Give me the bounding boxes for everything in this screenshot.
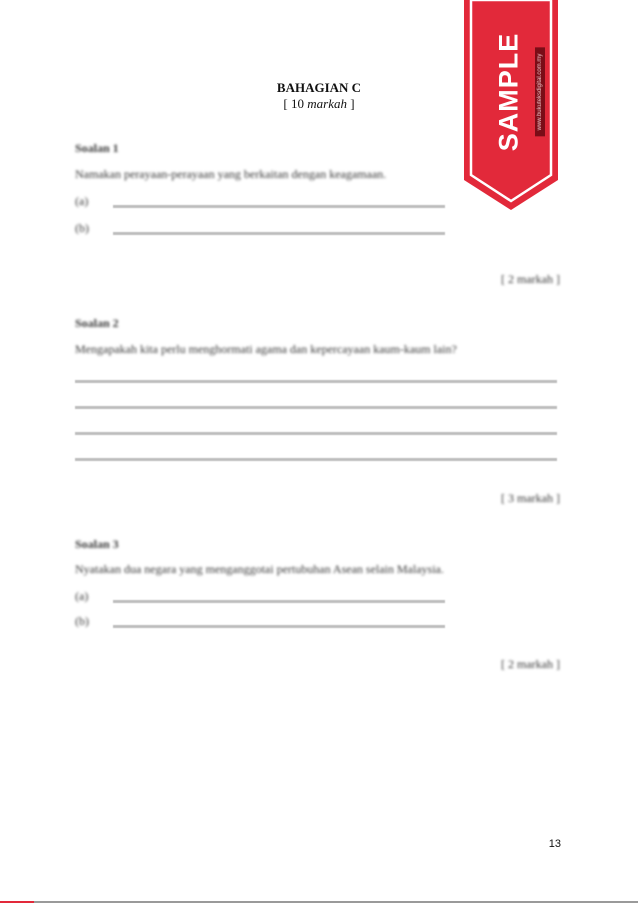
question-1-answer-line-a[interactable] <box>113 205 445 208</box>
question-2-answer-line-2[interactable] <box>75 406 557 409</box>
watermark-label: SAMPLE <box>493 32 524 152</box>
marks-close: ] <box>346 96 355 111</box>
marks-word: markah <box>307 96 347 111</box>
question-3-text: Nyatakan dua negara yang menganggotai pertubuhan Asean selain Malaysia. <box>75 562 444 576</box>
question-3-marks: [ 2 markah ] <box>501 657 560 671</box>
question-3-option-b: (b) <box>75 614 89 628</box>
question-2-text: Mengapakah kita perlu menghormati agama dan kepercayaan kaum-kaum lain? <box>75 342 457 356</box>
question-2-heading: Soalan 2 <box>75 316 119 330</box>
question-2-answer-line-3[interactable] <box>75 432 557 435</box>
page-bottom-border <box>0 901 638 903</box>
question-3-answer-line-a[interactable] <box>113 600 445 603</box>
page-bottom-accent <box>0 901 34 903</box>
question-1-answer-line-b[interactable] <box>113 232 445 235</box>
question-2-answer-line-4[interactable] <box>75 458 557 461</box>
question-1-text: Namakan perayaan-perayaan yang berkaitan dengan keagamaan. <box>75 167 387 181</box>
question-2-answer-line-1[interactable] <box>75 380 557 383</box>
question-2-marks: [ 3 markah ] <box>501 491 560 505</box>
question-3-answer-line-b[interactable] <box>113 625 445 628</box>
question-1-option-b: (b) <box>75 221 89 235</box>
section-title: BAHAGIAN C <box>276 80 362 95</box>
question-3-heading: Soalan 3 <box>75 537 119 551</box>
page-number: 13 <box>548 838 561 850</box>
question-1-heading: Soalan 1 <box>75 141 119 155</box>
question-3-option-a: (a) <box>75 589 89 603</box>
watermark-tag: www.bukuteksdigital.com.my <box>535 48 545 137</box>
question-1-option-a: (a) <box>75 194 89 208</box>
marks-open: [ 10 <box>283 96 308 111</box>
question-1-marks: [ 2 markah ] <box>501 272 560 286</box>
